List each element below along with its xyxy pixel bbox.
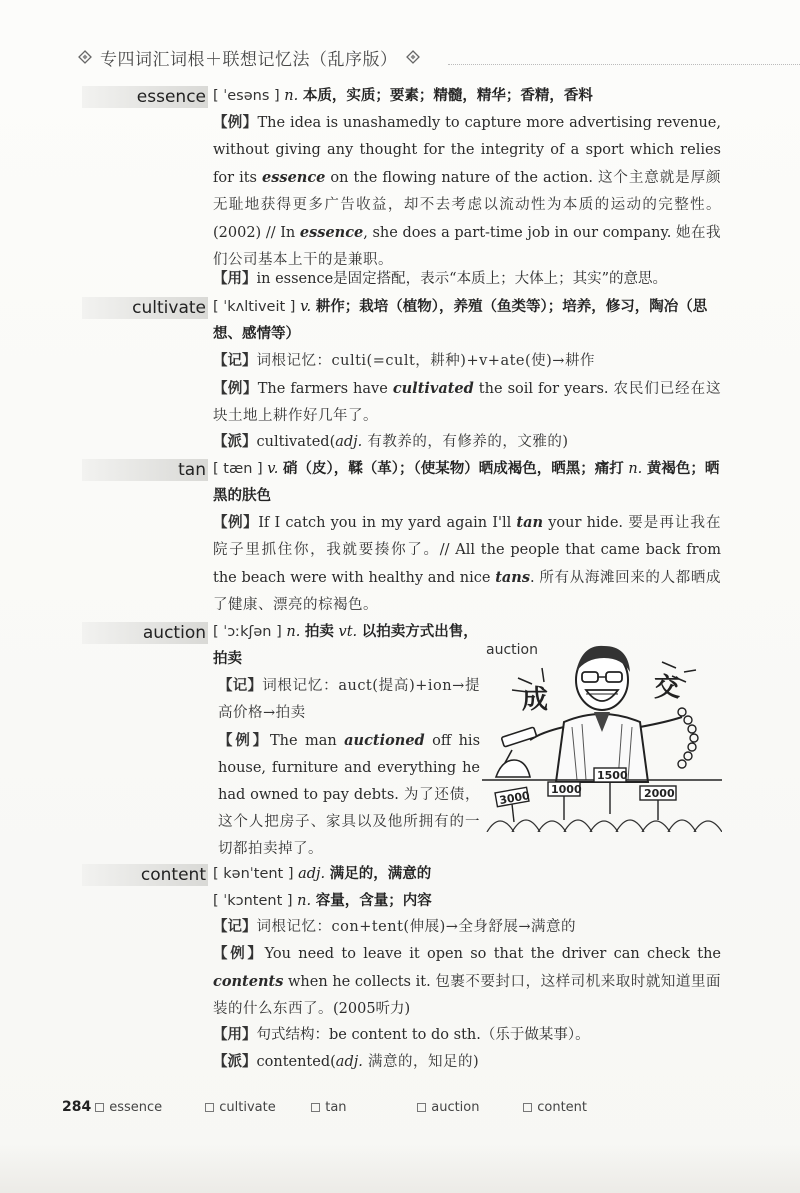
checkbox-icon — [417, 1103, 426, 1112]
example-tan — [213, 509, 721, 619]
usage-content — [213, 1022, 721, 1049]
checkbox-icon — [311, 1103, 320, 1112]
example-text: The man — [269, 733, 345, 749]
diamond-icon — [78, 50, 92, 64]
meaning: 容量，含量；内容 — [315, 893, 432, 909]
tag-memory: 【记】 — [218, 678, 263, 694]
memory-auction — [218, 673, 480, 727]
example-text: (2002) // In — [213, 225, 300, 241]
footer-word-label: cultivate — [219, 1099, 276, 1115]
headword-essence: essence — [136, 87, 206, 107]
translation: 这个主意就是厚颜无耻地获得更多广告收益，却不去考虑以流动性为本质的运动的完整性。 — [213, 170, 722, 213]
bid-sign: 2000 — [644, 787, 675, 800]
derivative-text: contented( — [256, 1054, 336, 1070]
usage-essence — [213, 266, 721, 293]
part-of-speech: v. — [267, 461, 279, 477]
headword-cultivate: cultivate — [132, 298, 206, 318]
example-text: off his house, furniture and everything he had owned to pay debts. — [218, 733, 481, 803]
meaning: 拍卖 — [304, 624, 334, 640]
definition-essence — [213, 83, 723, 110]
derivative-text: cultivated( — [256, 434, 336, 450]
translation: 农民们已经在这块土地上耕作好几年了。 — [213, 381, 721, 424]
bid-sign: 1500 — [597, 769, 628, 782]
footer-word — [417, 1099, 523, 1115]
part-of-speech: adj. — [335, 1054, 363, 1070]
tag-derivative: 【派】 — [213, 434, 257, 450]
illustration-text: 成 — [522, 685, 549, 715]
keyword: cultivated — [392, 380, 474, 397]
illustration-text: 交 — [654, 673, 681, 703]
example-text: . — [530, 570, 540, 586]
tag-usage: 【用】 — [213, 271, 257, 287]
usage-text: in essence是固定搭配，表示“本质上；大体上；其实”的意思。 — [256, 271, 667, 287]
meaning: 黄褐色；晒黑的肤色 — [213, 461, 720, 504]
book-title: 专四词汇词根＋联想记忆法（乱序版） — [100, 49, 398, 70]
illustration-label: auction — [486, 642, 538, 658]
part-of-speech: vt. — [338, 624, 358, 640]
phonetic: [ ˈkɔntent ] — [213, 893, 293, 909]
example-essence — [213, 110, 721, 274]
diamond-icon — [406, 50, 420, 64]
phonetic: [ ˈkʌltiveit ] — [213, 299, 296, 315]
running-header — [78, 44, 718, 70]
headword-content: content — [140, 865, 206, 885]
phonetic: [ tæn ] — [213, 461, 263, 477]
definition-auction — [213, 619, 481, 673]
example-cultivate — [213, 375, 721, 430]
keyword: tans — [495, 569, 531, 586]
header-rule — [448, 64, 800, 65]
part-of-speech: n. — [297, 893, 312, 909]
page-number: 284 — [62, 1099, 92, 1115]
example-text: You need to leave it open so that the driver can check the — [264, 946, 721, 962]
example-text: The idea is unashamedly to capture more advertising revenue, without giving any thought for the integrity of a sport which relies for its — [213, 115, 722, 186]
footer-word — [205, 1099, 311, 1115]
example-text: , she does a part-time job in our company. — [363, 225, 676, 241]
keyword: essence — [299, 224, 364, 241]
meaning: 以拍卖方式出售，拍卖 — [213, 624, 478, 667]
checkbox-icon — [205, 1103, 214, 1112]
memory-text: 词根记忆：con+tent(伸展)→全身舒展→满意的 — [256, 919, 577, 935]
example-text: The farmers have — [257, 381, 393, 397]
example-text: on the flowing nature of the action. — [325, 170, 598, 186]
phonetic: [ ˈɔːkʃən ] — [213, 624, 282, 640]
definition-content-adj — [213, 861, 723, 888]
phonetic: [ kənˈtent ] — [213, 866, 294, 882]
auction-illustration — [482, 632, 722, 832]
headword-tan: tan — [178, 460, 206, 480]
memory-text: 词根记忆：auct(提高)+ion→提高价格→拍卖 — [218, 678, 480, 721]
meaning: 本质，实质；要素；精髓，精华；香精，香料 — [302, 88, 593, 104]
footer-word-label: essence — [109, 1099, 163, 1115]
translation: 要是再让我在院子里抓住你，我就要揍你了。 — [213, 515, 722, 558]
derivative-cultivate — [213, 429, 721, 456]
example-auction — [218, 727, 480, 863]
part-of-speech: v. — [300, 299, 312, 315]
meaning: 耕作；栽培（植物），养殖（鱼类等）；培养，修习，陶冶（思想、感情等） — [213, 299, 708, 342]
footer-word-label: content — [537, 1099, 588, 1115]
example-text: when he collects it. — [283, 974, 436, 990]
footer-word-label: auction — [431, 1099, 480, 1115]
memory-cultivate — [213, 348, 721, 375]
keyword: auctioned — [344, 732, 425, 749]
definition-tan — [213, 456, 723, 510]
bid-sign: 1000 — [551, 783, 582, 796]
keyword: essence — [262, 169, 326, 186]
example-text: // All the people that came back from the beach were with healthy and nice — [213, 542, 721, 586]
example-text: your hide. — [543, 515, 629, 531]
tag-example: 【例】 — [218, 733, 270, 749]
tag-example: 【例】 — [213, 946, 265, 962]
checkbox-icon — [523, 1103, 532, 1112]
derivative-content — [213, 1049, 721, 1076]
headword-auction: auction — [142, 623, 206, 643]
usage-text: 句式结构：be content to do sth.（乐于做某事）。 — [256, 1027, 590, 1043]
definition-cultivate — [213, 294, 723, 348]
example-text: the soil for years. — [473, 381, 614, 397]
translation: 所有从海滩回来的人都晒成了健康、漂亮的棕褐色。 — [213, 570, 722, 613]
checkbox-icon — [95, 1103, 104, 1112]
meaning: 满足的，满意的 — [329, 866, 432, 882]
page-footer — [62, 1099, 702, 1115]
part-of-speech: adj. — [298, 866, 326, 882]
keyword: contents — [213, 973, 284, 990]
tag-example: 【例】 — [213, 515, 259, 531]
example-content — [213, 941, 721, 1023]
footer-word — [95, 1099, 205, 1115]
keyword: tan — [516, 514, 544, 531]
translation: 包裹不要封口，这样司机来取时就知道里面装的什么东西了。 — [213, 974, 721, 1017]
tag-example: 【例】 — [213, 115, 258, 131]
translation: 为了还债，这个人把房子、家具以及他所拥有的一切都拍卖掉了。 — [218, 787, 481, 857]
tag-derivative: 【派】 — [213, 1054, 257, 1070]
part-of-speech: n. — [284, 88, 299, 104]
tag-memory: 【记】 — [213, 353, 257, 369]
footer-word — [523, 1099, 629, 1115]
translation: 满意的，知足的) — [362, 1054, 480, 1070]
footer-word — [311, 1099, 417, 1115]
memory-content — [213, 914, 721, 941]
phonetic: [ ˈesəns ] — [213, 88, 280, 104]
memory-text: 词根记忆：culti(=cult，耕种)+v+ate(使)→耕作 — [256, 353, 595, 369]
part-of-speech: n. — [628, 461, 643, 477]
translation: 有教养的，有修养的，文雅的) — [362, 434, 569, 450]
tag-example: 【例】 — [213, 381, 258, 397]
example-text: If I catch you in my yard again I'll — [258, 515, 517, 531]
meaning: 硝（皮），鞣（革）；（使某物）晒成褐色，晒黑；痛打 — [282, 461, 624, 477]
part-of-speech: adj. — [335, 434, 363, 450]
tag-memory: 【记】 — [213, 919, 257, 935]
bid-sign: 3000 — [498, 789, 531, 808]
part-of-speech: n. — [286, 624, 301, 640]
definition-content-noun — [213, 888, 723, 915]
example-text: (2005听力) — [333, 1001, 411, 1017]
page-shadow — [0, 1143, 800, 1193]
footer-word-label: tan — [325, 1099, 347, 1115]
tag-usage: 【用】 — [213, 1027, 257, 1043]
translation: 她在我们公司基本上干的是兼职。 — [213, 225, 721, 268]
